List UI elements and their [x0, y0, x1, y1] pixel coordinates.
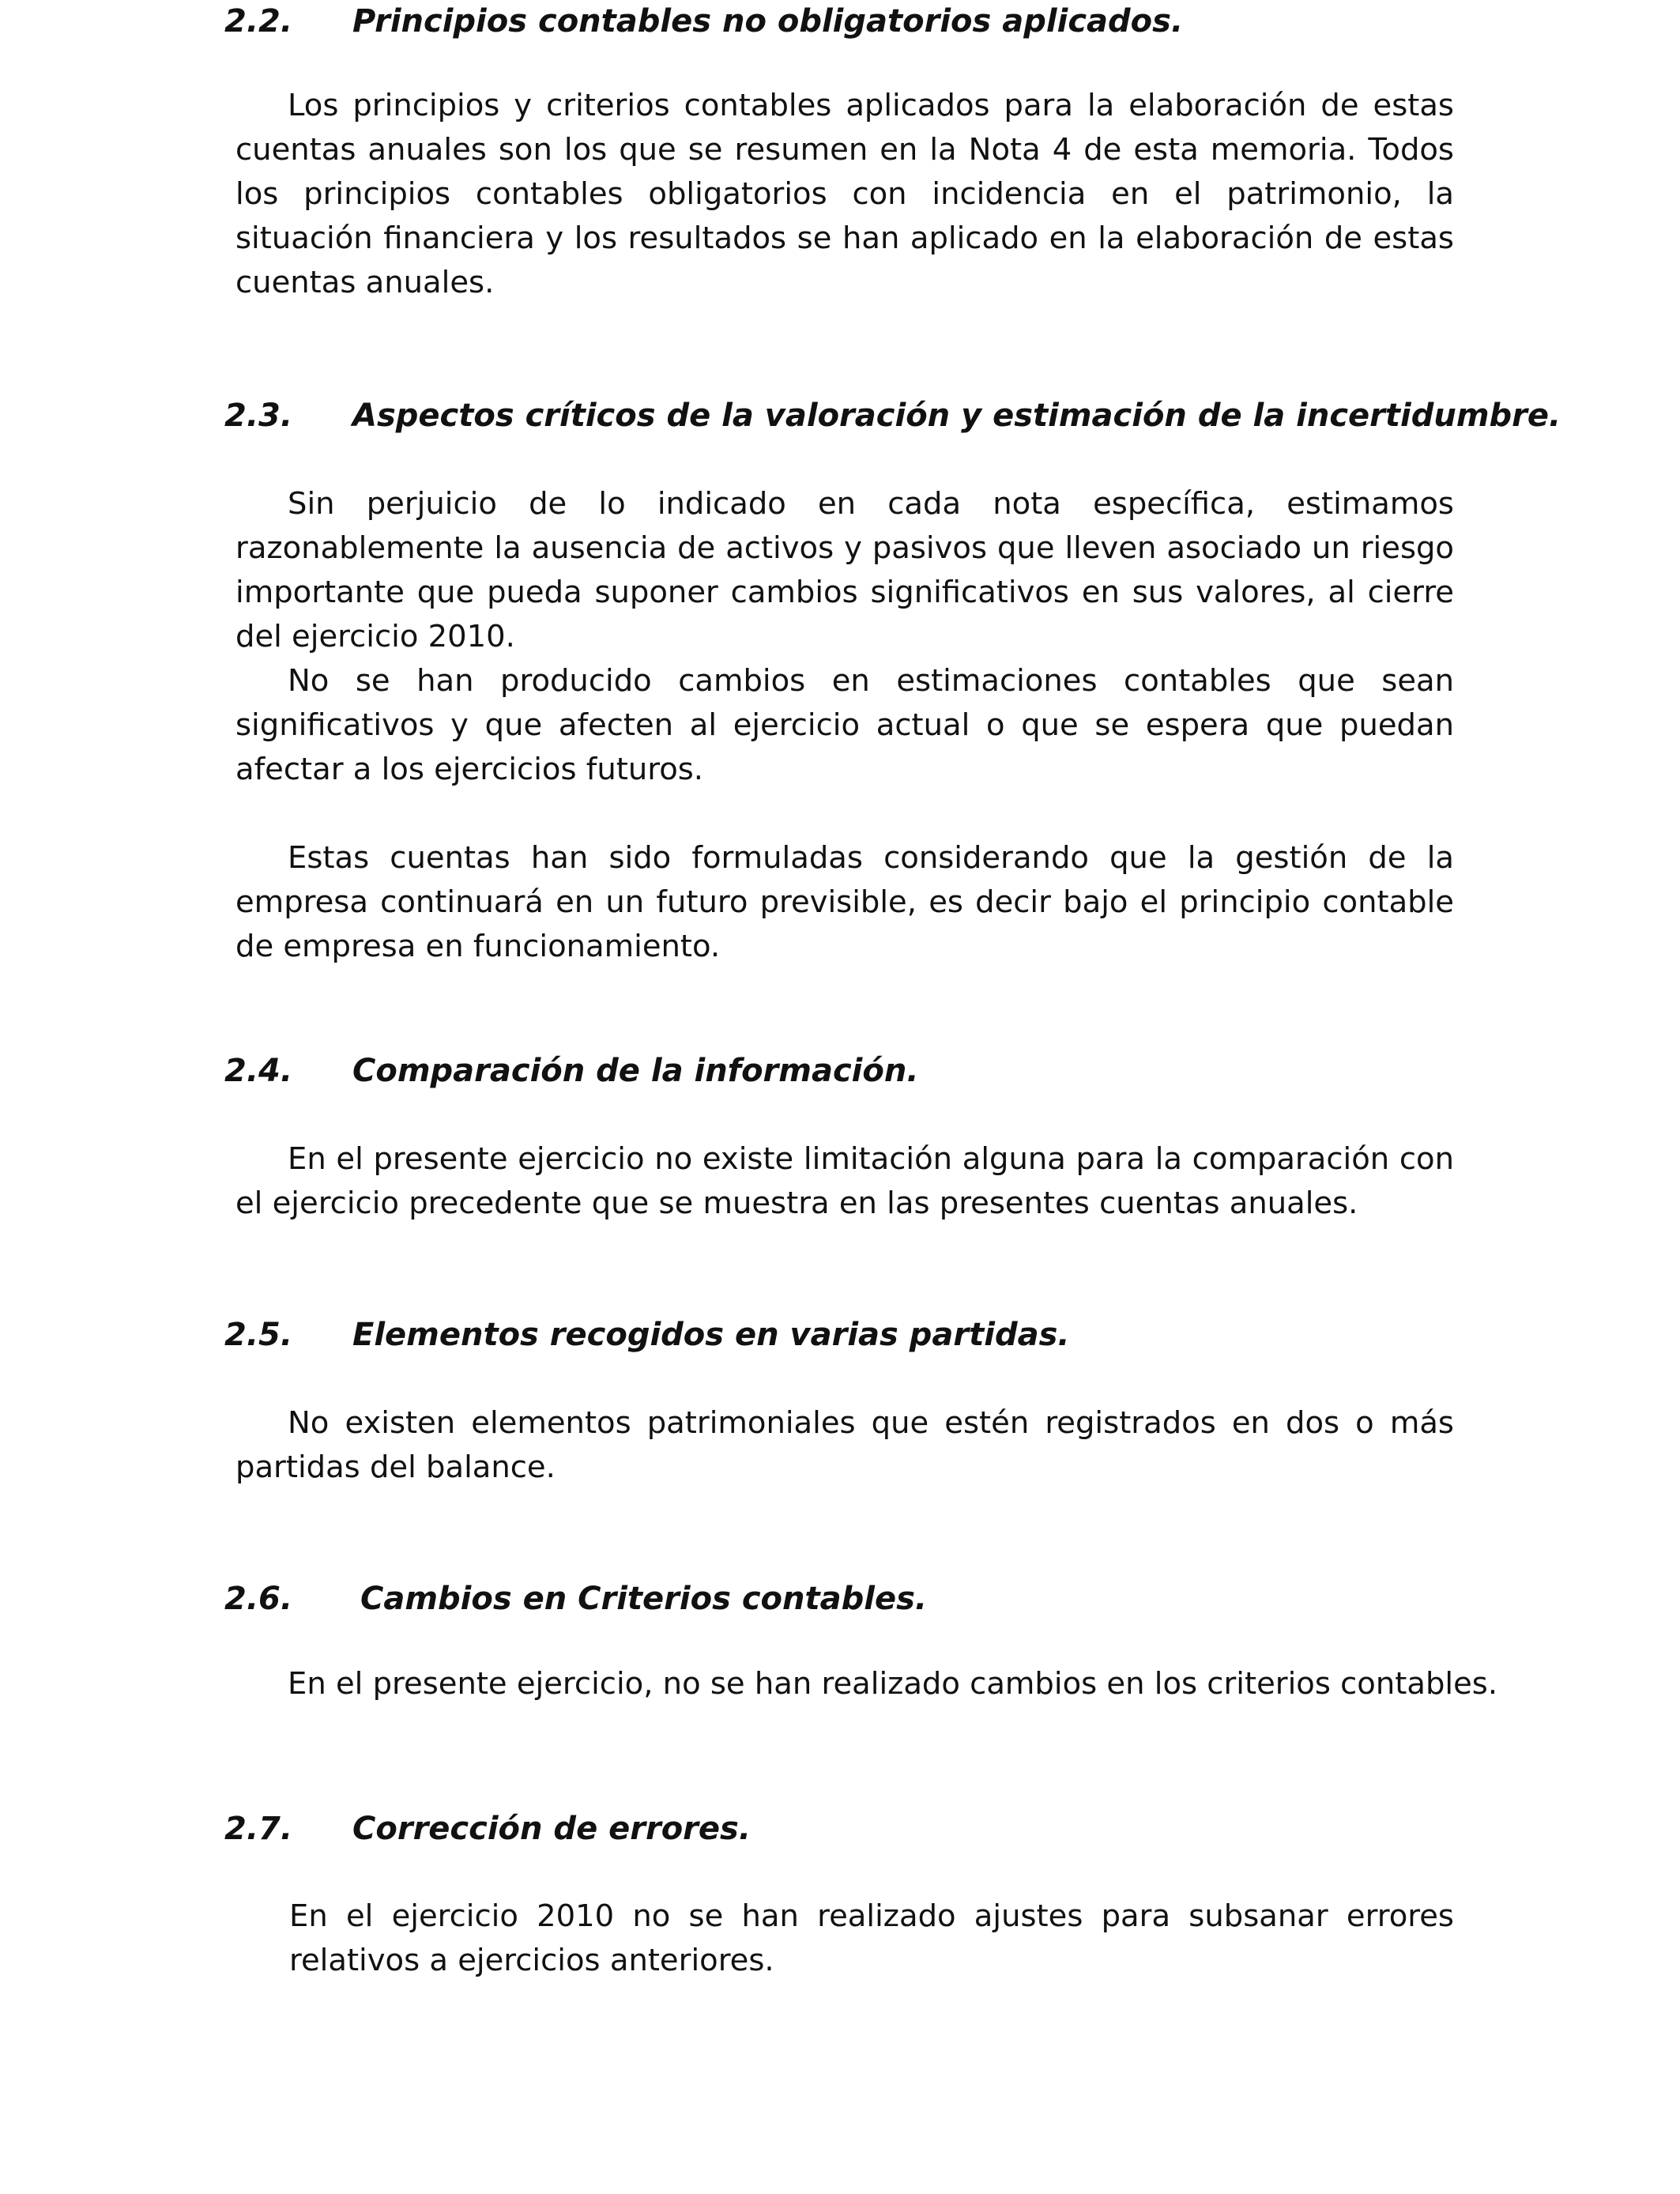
paragraph: Sin perjuicio de lo indicado en cada nota específica, estimamos razonablemente la ausencia de activos y pasivos que lleven asociado un riesgo importante que pueda suponer cambios significativos en sus valores, al cierre del ejercicio 2010. [235, 486, 1454, 654]
section-heading-2-2 [224, 0, 1489, 43]
section-number: 2.7. [224, 1811, 293, 1847]
section-heading-2-4 [224, 1050, 1489, 1092]
section-number: 2.4. [224, 1053, 293, 1089]
paragraph: Los principios y criterios contables aplicados para la elaboración de estas cuentas anuales son los que se resumen en la Nota 4 de esta memoria. Todos los principios contables obligatorios con incidencia en el patrimonio, la situación financiera y los resultados se han aplicado en la elaboración de estas cuentas anuales. [235, 88, 1454, 300]
section-title: Corrección de errores. [352, 1811, 751, 1847]
paragraph: En el ejercicio 2010 no se han realizado ajustes para subsanar errores relativos a ejercicios anteriores. [289, 1898, 1454, 1978]
section-title: Aspectos críticos de la valoración y estimación de la incertidumbre. [352, 398, 1561, 434]
paragraph: No se han producido cambios en estimaciones contables que sean significativos y que afecten al ejercicio actual o que se espera que puedan afectar a los ejercicios futuros. [235, 663, 1454, 787]
section-heading-2-7 [224, 1808, 1489, 1850]
section-title: Principios contables no obligatorios aplicados. [352, 3, 1184, 40]
section-heading-2-5 [224, 1314, 1489, 1356]
paragraph: En el presente ejercicio no existe limitación alguna para la comparación con el ejercicio precedente que se muestra en las presentes cuentas anuales. [235, 1141, 1454, 1221]
paragraph: En el presente ejercicio, no se han realizado cambios en los criterios contables. [288, 1666, 1498, 1702]
section-title: Comparación de la información. [352, 1053, 919, 1089]
section-title: Elementos recogidos en varias partidas. [352, 1317, 1070, 1353]
section-heading-2-6 [224, 1578, 1489, 1620]
section-number: 2.5. [224, 1317, 293, 1353]
section-number: 2.3. [224, 398, 293, 434]
section-number: 2.6. [224, 1581, 293, 1617]
section-title: Cambios en Criterios contables. [360, 1581, 928, 1617]
section-number: 2.2. [224, 3, 293, 40]
section-heading-2-3 [224, 394, 1561, 437]
paragraph: Estas cuentas han sido formuladas considerando que la gestión de la empresa continuará en un futuro previsible, es decir bajo el principio contable de empresa en funcionamiento. [235, 840, 1454, 964]
paragraph: No existen elementos patrimoniales que estén registrados en dos o más partidas del balance. [235, 1405, 1454, 1485]
